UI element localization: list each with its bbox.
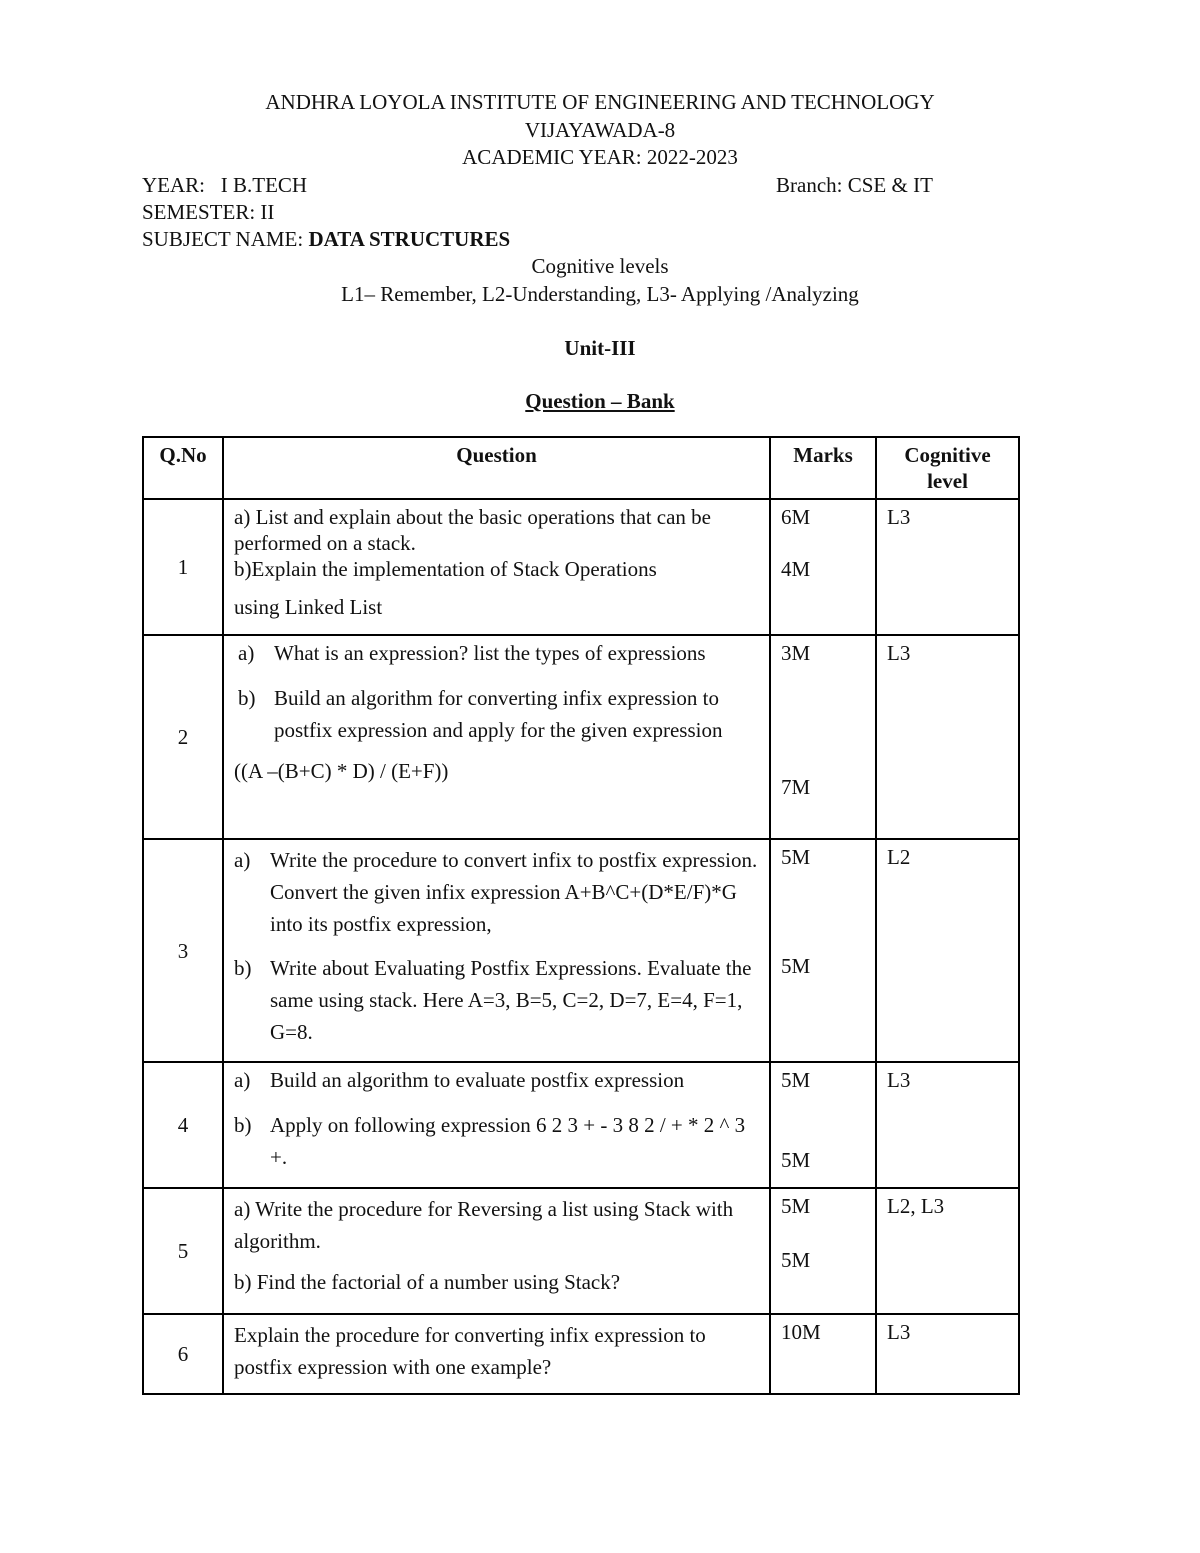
marks-b: 5M [781,1248,811,1272]
marks-b: 5M [781,1148,811,1172]
question-part-a [234,1067,759,1093]
marks-cell [770,1188,876,1314]
table-row [143,499,1019,635]
table-row [143,839,1019,1062]
question-part-b: b) Find the factorial of a number using Stack? [234,1270,621,1294]
table-row [143,1062,1019,1188]
part-b-text: Build an algorithm for converting infix expression to postfix expression and apply for the given expression [274,686,723,742]
qno-cell: 2 [143,635,223,839]
question-cell [223,635,770,839]
question-cell: Explain the procedure for converting infix expression to postfix expression with one example? [223,1314,770,1394]
col-header-question: Question [223,437,770,499]
marks-a: 3M [781,641,811,665]
part-b-text: Write about Evaluating Postfix Expressions. Evaluate the same using stack. Here A=3, B=5, C=2, D=7, E=4, F=1, G=8. [270,956,752,1044]
part-a-label: a) [238,641,255,665]
marks-b: 7M [781,775,811,799]
part-a-text: Write the procedure to convert infix to postfix expression. Convert the given infix expression A+B^C+(D*E/F)*G into its postfix expression, [270,848,758,936]
qno-cell: 3 [143,839,223,1062]
marks-b: 5M [781,954,811,978]
question-part-b-cont: using Linked List [234,595,383,619]
question-cell [223,1062,770,1188]
year-value: I B.TECH [220,173,308,197]
question-part-a [234,640,759,666]
level-cell: L3 [876,1062,1019,1188]
question-table [142,436,1020,1395]
level-cell: L3 [876,635,1019,839]
year-line [142,172,307,198]
col-header-marks: Marks [770,437,876,499]
question-cell [223,1188,770,1314]
question-part-b [234,952,759,1048]
cognitive-levels: L1– Remember, L2-Understanding, L3- Applying /Analyzing [341,282,859,306]
marks-a: 6M [781,505,811,529]
marks-cell [770,635,876,839]
branch: Branch: CSE & IT [776,173,933,197]
marks-a: 5M [781,1068,811,1092]
part-a-label: a) [234,848,251,872]
marks-cell [770,839,876,1062]
unit-title: Unit-III [564,336,636,360]
part-a-text: Build an algorithm to evaluate postfix expression [270,1068,685,1092]
question-part-a: a) List and explain about the basic operations that can be performed on a stack. [234,505,712,555]
part-a-text: What is an expression? list the types of expressions [274,641,706,665]
part-b-text: Apply on following expression 6 2 3 + - 3 8 2 / + * 2 ^ 3 +. [270,1113,746,1169]
qno-cell: 4 [143,1062,223,1188]
marks-a: 5M [781,1194,811,1218]
question-part-b [234,682,759,746]
part-b-label: b) [234,956,252,980]
question-part-b [234,1109,759,1173]
marks-cell [770,499,876,635]
marks-a: 5M [781,845,811,869]
year-label: YEAR: [142,173,205,197]
table-row [143,635,1019,839]
part-b-label: b) [234,1113,252,1137]
institute-city: VIJAYAWADA-8 [524,118,676,142]
marks-cell [770,1062,876,1188]
qno-cell: 1 [143,499,223,635]
question-cell [223,839,770,1062]
institute-name: ANDHRA LOYOLA INSTITUTE OF ENGINEERING AND TECHNOLOGY [265,90,935,114]
level-cell: L2 [876,839,1019,1062]
level-cell: L3 [876,499,1019,635]
qno-cell: 5 [143,1188,223,1314]
level-cell: L3 [876,1314,1019,1394]
cognitive-title: Cognitive levels [531,254,669,278]
academic-year: ACADEMIC YEAR: 2022-2023 [462,145,738,169]
marks-cell: 10M [770,1314,876,1394]
table-row [143,1188,1019,1314]
question-cell [223,499,770,635]
subject-label: SUBJECT NAME: [142,227,304,251]
qno-cell: 6 [143,1314,223,1394]
given-expression: ((A –(B+C) * D) / (E+F)) [234,759,449,783]
semester: SEMESTER: II [142,200,275,224]
bank-title [0,388,1200,414]
part-a-label: a) [234,1068,251,1092]
question-part-a [234,844,759,940]
col-header-qno: Q.No [143,437,223,499]
table-header-row [143,437,1019,499]
col-header-cognitive-level: Cognitive level [876,437,1019,499]
question-part-a: a) Write the procedure for Reversing a list using Stack with algorithm. [234,1197,734,1253]
subject-value: DATA STRUCTURES [308,227,511,251]
table-row [143,1314,1019,1394]
question-part-b: b)Explain the implementation of Stack Operations [234,557,657,581]
bank-title-text: Question – Bank [525,389,675,413]
marks-b: 4M [781,557,811,581]
part-b-label: b) [238,686,256,710]
subject-line [142,226,510,252]
level-cell: L2, L3 [876,1188,1019,1314]
